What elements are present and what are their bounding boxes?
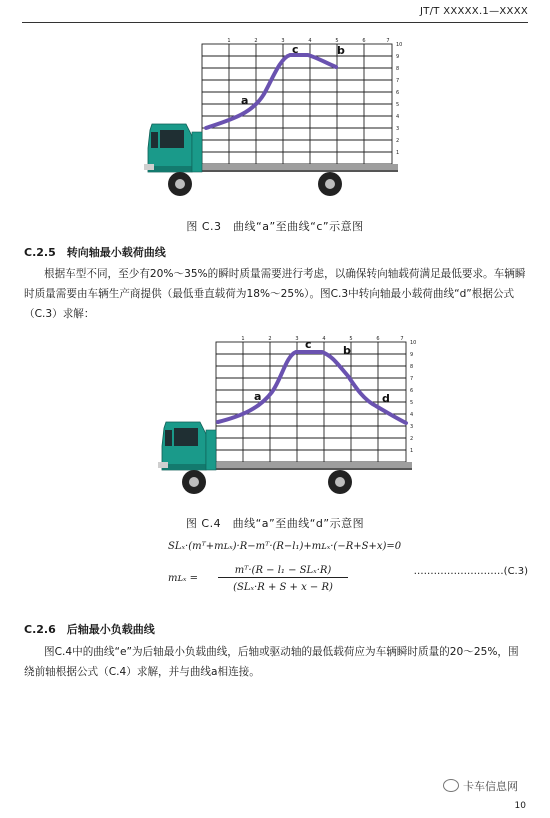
equation-number: ………………………(C.3) [413, 566, 528, 577]
right-tick: 9 [410, 352, 414, 358]
top-tick: 1 [227, 38, 231, 44]
figure-c4 [150, 330, 420, 500]
curve-label-c: c [292, 43, 299, 56]
top-tick: 4 [322, 336, 326, 342]
right-tick: 10 [396, 42, 403, 48]
formula-denominator: (SLₓ·R + S + x − R) [233, 582, 333, 593]
curve-label-c: c [305, 338, 312, 351]
formula-numerator: mᵀ·(R − l₁ − SLₓ·R) [218, 565, 348, 578]
section-c25-title: C.2.5 转向轴最小载荷曲线 [24, 246, 166, 259]
section-c25-text: 根据车型不同，至少有20%～35%的瞬时质量需要进行考虑，以确保转向轴载荷满足最低要求。车辆瞬时质量需要由车辆生产商提供（最低垂直载荷为18%～25%）。图C.3中转向轴最小载荷曲线“d”根据公式（C.3）求解： [24, 268, 526, 320]
curve-label-b: b [343, 344, 351, 357]
truck-bed [202, 164, 398, 170]
top-tick: 6 [376, 336, 380, 342]
curve-label-d: d [382, 392, 390, 405]
header-divider [22, 22, 528, 23]
section-c26-paragraph [24, 642, 529, 682]
truck-bed [216, 462, 412, 468]
curve-label-b: b [337, 44, 345, 57]
watermark [443, 778, 518, 794]
right-tick: 2 [410, 436, 414, 442]
right-tick: 8 [410, 364, 414, 370]
right-tick: 5 [396, 102, 400, 108]
wechat-icon [443, 779, 459, 792]
figure-c3-caption: 图 C.3 曲线“a”至曲线“c”示意图 [186, 220, 364, 233]
right-tick: 1 [410, 448, 414, 454]
top-tick: 3 [281, 38, 285, 44]
right-tick: 5 [410, 400, 414, 406]
truck-frame [216, 468, 412, 470]
top-tick: 2 [268, 336, 272, 342]
curve-label-a: a [241, 94, 249, 107]
top-tick: 5 [335, 38, 339, 44]
right-tick: 1 [396, 150, 400, 156]
top-tick: 7 [400, 336, 404, 342]
right-tick: 3 [396, 126, 400, 132]
right-tick: 4 [410, 412, 414, 418]
formula-lhs: mʟₓ = [168, 573, 199, 584]
document-code: JT/T XXXXX.1—XXXX [419, 6, 528, 17]
top-tick: 5 [349, 336, 353, 342]
figure-c4-grid [216, 342, 406, 462]
top-tick: 7 [386, 38, 390, 44]
right-tick: 6 [410, 388, 414, 394]
right-tick: 3 [410, 424, 414, 430]
top-tick: 3 [295, 336, 299, 342]
figure-c3 [140, 36, 420, 204]
load-curve-acb [206, 55, 336, 128]
section-c26-text: 图C.4中的曲线“e”为后轴最小负载曲线，后轴或驱动轴的最低载荷应为车辆瞬时质量的20～25%，围绕前轴根据公式（C.4）求解，并与曲线a相连接。 [24, 646, 519, 678]
figure-c3-grid [202, 44, 392, 164]
section-c25-paragraph [24, 264, 529, 324]
section-c26-title: C.2.6 后轴最小负载曲线 [24, 623, 155, 636]
right-tick: 9 [396, 54, 400, 60]
page-number: 10 [514, 801, 526, 811]
right-tick: 4 [396, 114, 400, 120]
top-tick: 2 [254, 38, 258, 44]
curve-label-a: a [254, 390, 262, 403]
formula-line-1: SLₓ·(mᵀ+mʟₓ)·R−mᵀ·(R−l₁)+mʟₓ·(−R+S+x)=0 [168, 541, 402, 552]
right-tick: 7 [410, 376, 414, 382]
truck-cab-icon [144, 124, 342, 196]
right-tick: 8 [396, 66, 400, 72]
truck-frame [202, 170, 398, 172]
truck-cab-icon [158, 422, 352, 494]
watermark-text: 卡车信息网 [463, 780, 518, 793]
right-tick: 10 [410, 340, 417, 346]
top-tick: 1 [241, 336, 245, 342]
right-tick: 7 [396, 78, 400, 84]
right-tick: 6 [396, 90, 400, 96]
top-tick: 4 [308, 38, 312, 44]
right-tick: 2 [396, 138, 400, 144]
top-tick: 6 [362, 38, 366, 44]
figure-c4-caption: 图 C.4 曲线“a”至曲线“d”示意图 [185, 517, 365, 530]
